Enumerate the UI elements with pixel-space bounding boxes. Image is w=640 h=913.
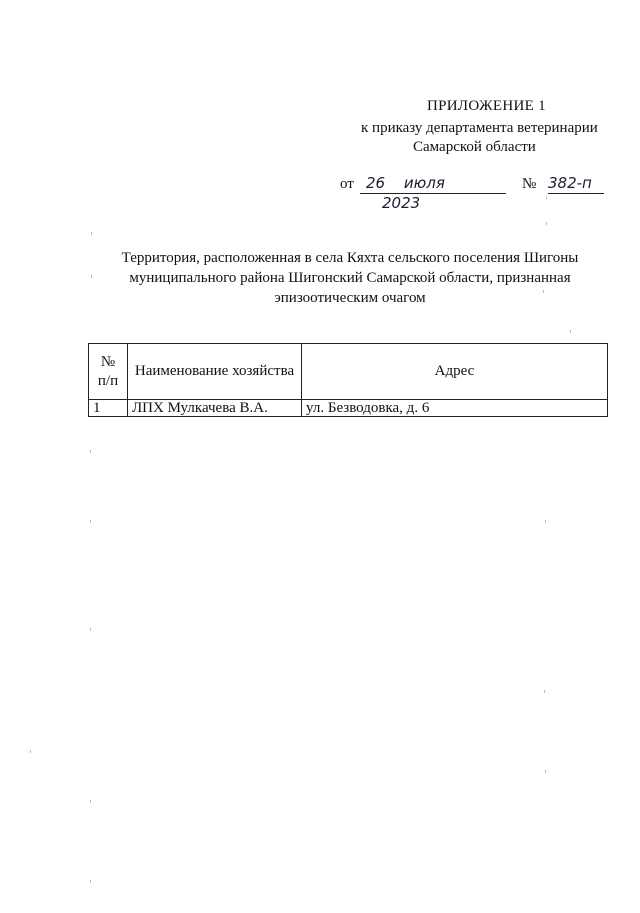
cell-address: ул. Безводовка, д. 6 bbox=[302, 400, 608, 417]
appendix-line-2: Самарской области bbox=[413, 139, 536, 155]
scan-artifact bbox=[570, 330, 571, 333]
order-number: 382-п bbox=[548, 173, 604, 194]
table-header-row bbox=[89, 344, 608, 400]
order-details bbox=[340, 174, 610, 212]
order-from-label: от bbox=[340, 176, 354, 192]
appendix-line-1: к приказу департамента ветеринарии bbox=[361, 120, 598, 136]
column-header-farm: Наименование хозяйства bbox=[128, 344, 302, 400]
heading-line-2: муниципального района Шигонский Самарской области, признанная bbox=[129, 270, 571, 286]
heading-line-1: Территория, расположенная в села Кяхта сельского поселения Шигоны bbox=[121, 250, 579, 266]
column-header-number: № п/п bbox=[89, 344, 128, 400]
scan-artifact bbox=[543, 290, 544, 293]
scan-artifact bbox=[90, 450, 91, 453]
heading-line-3: эпизоотическим очагом bbox=[274, 290, 426, 306]
order-month: июля bbox=[403, 174, 445, 192]
scan-artifact bbox=[544, 690, 545, 693]
scan-artifact bbox=[90, 628, 91, 631]
order-date-field bbox=[360, 173, 506, 212]
scan-artifact bbox=[90, 520, 91, 523]
scan-artifact bbox=[90, 880, 91, 883]
scan-artifact bbox=[545, 770, 546, 773]
cell-number: 1 bbox=[89, 400, 128, 417]
order-year: 2023 bbox=[382, 194, 421, 212]
order-day: 26 bbox=[366, 174, 386, 192]
cell-farm: ЛПХ Мулкачева В.А. bbox=[128, 400, 302, 417]
scan-artifact bbox=[545, 520, 546, 523]
scan-artifact bbox=[30, 750, 31, 753]
scan-artifact bbox=[546, 222, 547, 225]
appendix-title: ПРИЛОЖЕНИЕ 1 bbox=[427, 98, 546, 114]
order-number-label: № bbox=[522, 176, 537, 192]
scan-artifact bbox=[546, 196, 547, 199]
outbreak-table bbox=[88, 343, 608, 417]
scan-artifact bbox=[91, 232, 92, 235]
scan-artifact bbox=[90, 800, 91, 803]
column-header-address: Адрес bbox=[302, 344, 608, 400]
document-heading bbox=[80, 248, 620, 308]
table-row bbox=[89, 400, 608, 417]
scan-artifact bbox=[91, 275, 92, 278]
